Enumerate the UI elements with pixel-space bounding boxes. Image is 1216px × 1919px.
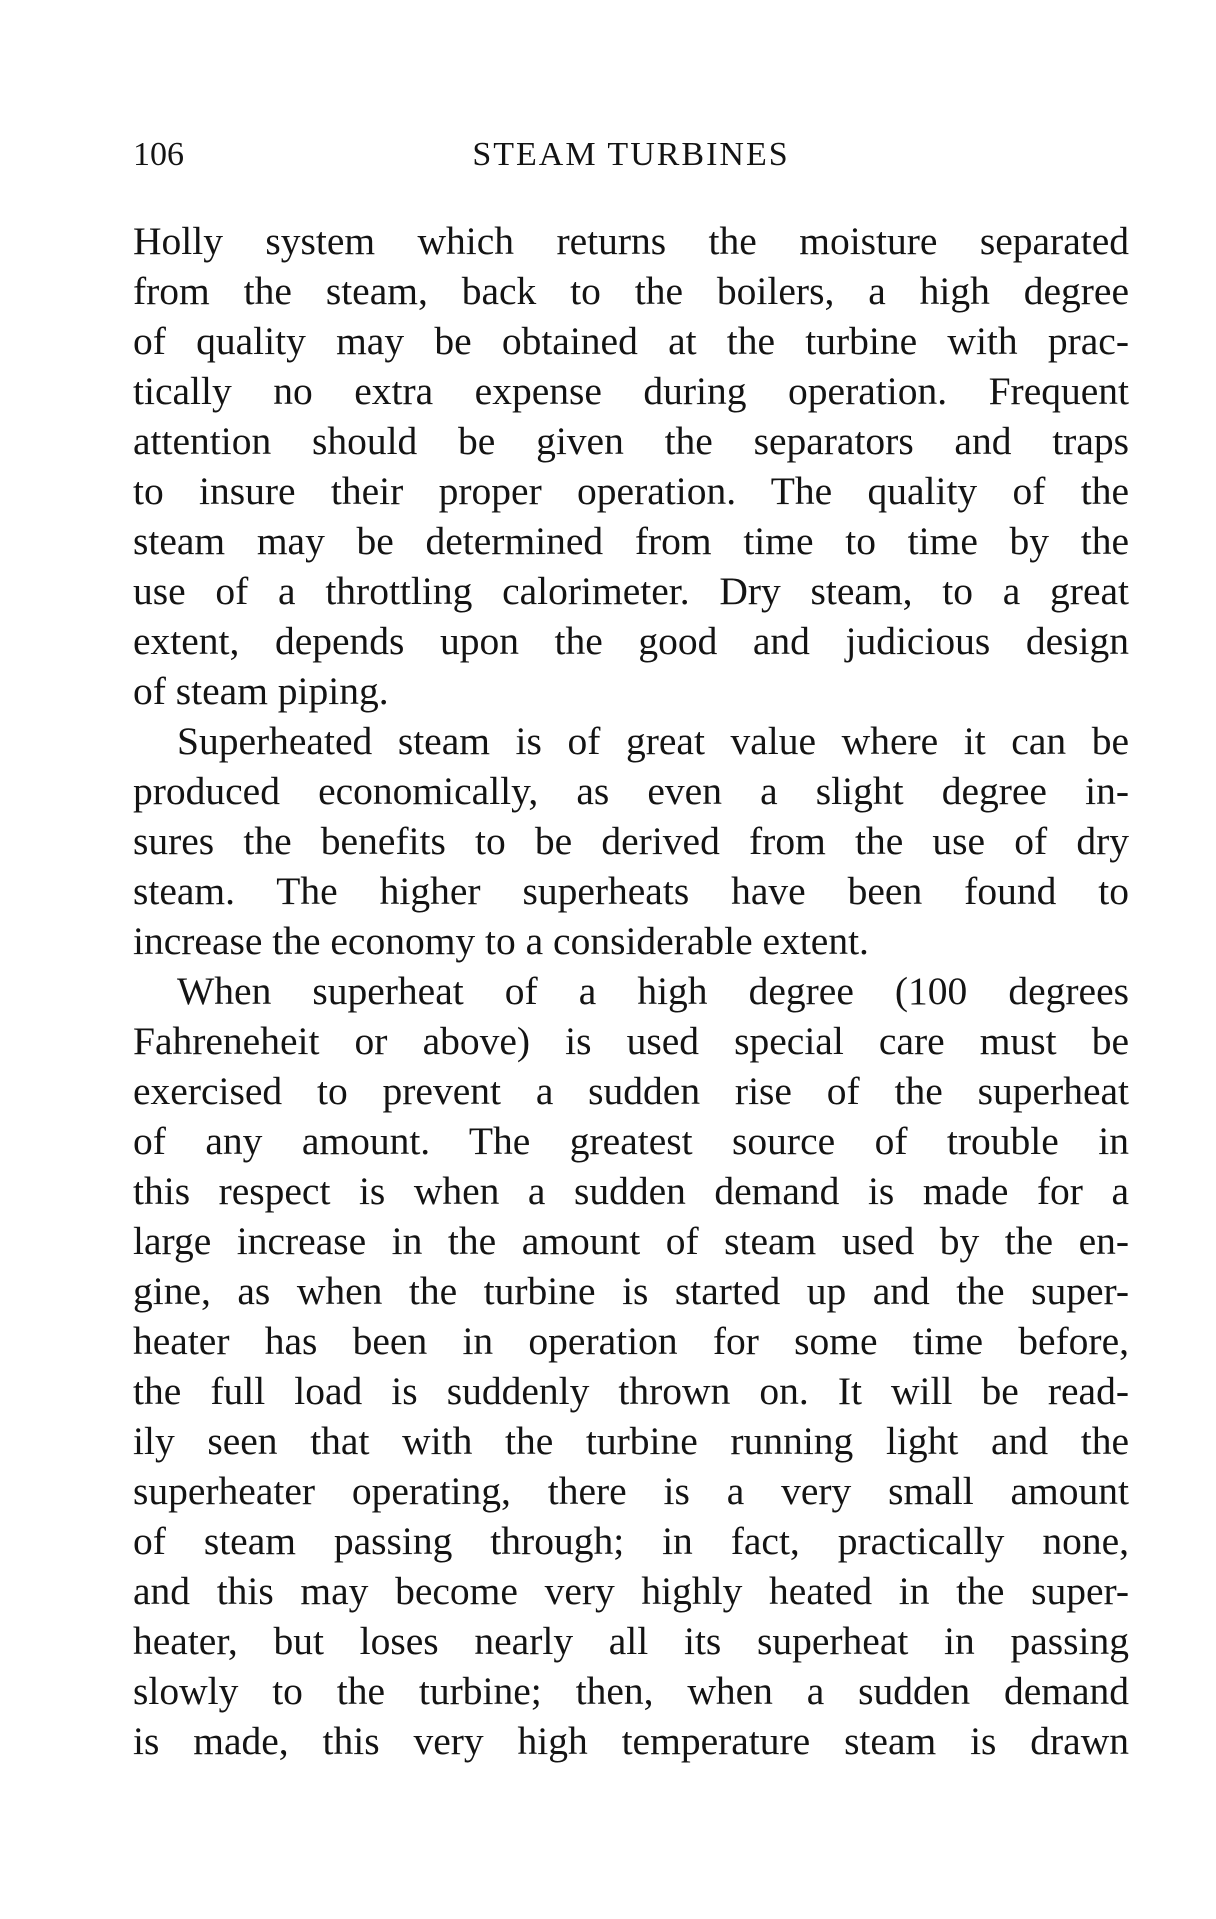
text-line: of quality may be obtained at the turbine with prac- bbox=[133, 319, 1129, 363]
text-line: produced economically, as even a slight degree in- bbox=[133, 769, 1129, 813]
text-line: to insure their proper operation. The quality of the bbox=[133, 469, 1129, 513]
text-line: is made, this very high temperature steam is drawn bbox=[133, 1719, 1129, 1763]
text-line: heater, but loses nearly all its superheat in passing bbox=[133, 1619, 1129, 1663]
running-head bbox=[133, 130, 1129, 180]
text-line: the full load is suddenly thrown on. It will be read- bbox=[133, 1369, 1129, 1413]
text-line: of steam passing through; in fact, practically none, bbox=[133, 1519, 1129, 1563]
text-line: Superheated steam is of great value where it can be bbox=[177, 719, 1129, 763]
text-line: Holly system which returns the moisture separated bbox=[133, 219, 1129, 263]
text-line: this respect is when a sudden demand is made for a bbox=[133, 1169, 1129, 1213]
text-line: When superheat of a high degree (100 degrees bbox=[177, 969, 1129, 1013]
text-line: attention should be given the separators and traps bbox=[133, 419, 1129, 463]
text-line: from the steam, back to the boilers, a high degree bbox=[133, 269, 1129, 313]
paragraph-superheat-care bbox=[133, 966, 1129, 1766]
text-line: of any amount. The greatest source of trouble in bbox=[133, 1119, 1129, 1163]
text-line: slowly to the turbine; then, when a sudden demand bbox=[133, 1669, 1129, 1713]
running-title: STEAM TURBINES bbox=[472, 136, 790, 173]
text-line: exercised to prevent a sudden rise of the superheat bbox=[133, 1069, 1129, 1113]
text-line: steam. The higher superheats have been found to bbox=[133, 869, 1129, 913]
text-line: gine, as when the turbine is started up and the super- bbox=[133, 1269, 1129, 1313]
page-number: 106 bbox=[133, 136, 184, 173]
text-line: Fahreneheit or above) is used special care must be bbox=[133, 1019, 1129, 1063]
text-line: and this may become very highly heated in the super- bbox=[133, 1569, 1129, 1613]
text-line: large increase in the amount of steam used by the en- bbox=[133, 1219, 1129, 1263]
text-line: ily seen that with the turbine running light and the bbox=[133, 1419, 1129, 1463]
paragraph-holly-system bbox=[133, 216, 1129, 716]
text-line: heater has been in operation for some time before, bbox=[133, 1319, 1129, 1363]
text-line: superheater operating, there is a very small amount bbox=[133, 1469, 1129, 1513]
text-line: of steam piping. bbox=[133, 669, 389, 713]
text-line: extent, depends upon the good and judicious design bbox=[133, 619, 1129, 663]
body-text bbox=[133, 216, 1129, 1766]
text-line: use of a throttling calorimeter. Dry steam, to a great bbox=[133, 569, 1129, 613]
text-line: increase the economy to a considerable extent. bbox=[133, 919, 869, 963]
text-line: tically no extra expense during operation. Frequent bbox=[133, 369, 1129, 413]
text-line: sures the benefits to be derived from the use of dry bbox=[133, 819, 1129, 863]
paragraph-superheated-steam bbox=[133, 716, 1129, 966]
text-line: steam may be determined from time to time by the bbox=[133, 519, 1129, 563]
